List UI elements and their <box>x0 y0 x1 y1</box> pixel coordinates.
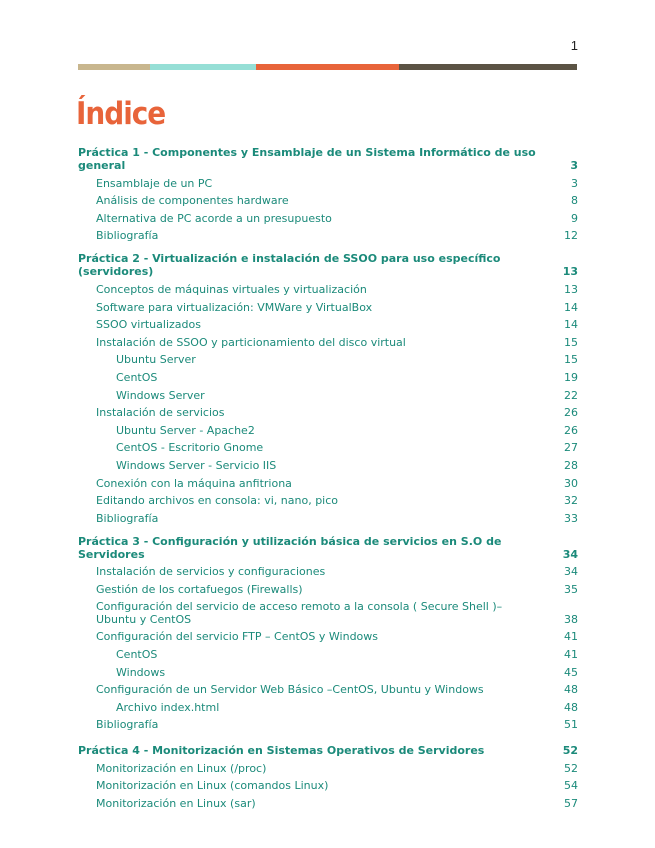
toc-entry-title: Archivo index.html <box>116 700 220 714</box>
toc-entry-level-3[interactable] <box>78 454 578 472</box>
toc-entry-page: 33 <box>564 511 578 525</box>
toc-entry-page: 15 <box>564 335 578 349</box>
color-bar-segment <box>150 64 256 70</box>
toc-entry-level-2[interactable] <box>78 402 578 420</box>
toc-entry-level-3[interactable] <box>78 419 578 437</box>
color-bar-segment <box>399 64 577 70</box>
page-number: 1 <box>570 38 578 53</box>
toc-entry-title: CentOS <box>116 370 158 384</box>
toc-entry-title: Editando archivos en consola: vi, nano, pico <box>96 494 339 508</box>
toc-entry-title: CentOS <box>116 648 158 662</box>
toc-entry-title: Monitorización en Linux (comandos Linux) <box>96 779 329 793</box>
toc-entry-title: Windows Server - Servicio IIS <box>116 458 277 472</box>
toc-entry-page: 15 <box>564 353 578 367</box>
toc-entry-level-3[interactable] <box>78 661 578 679</box>
toc-entry-title: Práctica 1 - Componentes y Ensamblaje de un Sistema Informático de uso general <box>78 146 536 172</box>
toc-entry-title: Análisis de componentes hardware <box>96 194 289 208</box>
page-title: Índice <box>76 96 166 132</box>
toc-entry-level-2[interactable] <box>78 225 578 243</box>
toc-entry-page: 3 <box>571 176 578 190</box>
toc-entry-level-3[interactable] <box>78 437 578 455</box>
toc-entry-level-2[interactable] <box>78 775 578 793</box>
color-bar-segment <box>256 64 399 70</box>
toc-entry-page: 45 <box>564 665 578 679</box>
toc-entry-title: Alternativa de PC acorde a un presupuesto <box>96 211 332 225</box>
toc-entry-level-2[interactable] <box>78 490 578 508</box>
toc-entry-title: Ubuntu Server <box>116 353 196 367</box>
toc-entry-page: 30 <box>564 476 578 490</box>
toc-entry-level-1[interactable] <box>78 144 578 172</box>
toc-entry-page: 32 <box>564 494 578 508</box>
toc-entry-level-2[interactable] <box>78 714 578 732</box>
toc-entry-title: SSOO virtualizados <box>96 318 201 332</box>
toc-entry-title: Instalación de servicios <box>96 406 225 420</box>
toc-entry-page: 57 <box>564 796 578 810</box>
toc-entry-level-2[interactable] <box>78 314 578 332</box>
toc-entry-page: 14 <box>564 300 578 314</box>
toc-entry-level-3[interactable] <box>78 349 578 367</box>
toc-entry-page: 35 <box>564 582 578 596</box>
toc-entry-title: Bibliografía <box>96 718 159 732</box>
toc-entry-page: 9 <box>571 211 578 225</box>
toc-entry-page: 52 <box>562 744 578 758</box>
toc-entry-title: Instalación de servicios y configuraciones <box>96 565 326 579</box>
toc-entry-title: Gestión de los cortafuegos (Firewalls) <box>96 582 303 596</box>
toc-entry-title: Instalación de SSOO y particionamiento del disco virtual <box>96 335 406 349</box>
toc-entry-level-2[interactable] <box>78 172 578 190</box>
toc-entry-page: 13 <box>562 265 578 279</box>
toc-entry-page: 34 <box>564 565 578 579</box>
toc-entry-page: 13 <box>564 282 578 296</box>
toc-entry-level-1[interactable] <box>78 250 578 278</box>
toc-entry-title: Software para virtualización: VMWare y VirtualBox <box>96 300 373 314</box>
toc-entry-page: 22 <box>564 388 578 402</box>
toc-entry-page: 48 <box>564 683 578 697</box>
toc-entry-title: Práctica 4 - Monitorización en Sistemas Operativos de Servidores <box>78 744 485 758</box>
toc-entry-title: Monitorización en Linux (sar) <box>96 796 256 810</box>
toc-entry-level-2[interactable] <box>78 507 578 525</box>
toc-entry-page: 8 <box>571 194 578 208</box>
toc-entry-level-2[interactable] <box>78 190 578 208</box>
toc-entry-page: 26 <box>564 423 578 437</box>
toc-entry-level-2[interactable] <box>78 626 578 644</box>
toc-entry-level-2[interactable] <box>78 331 578 349</box>
toc-entry-level-2[interactable] <box>78 596 578 626</box>
toc-entry-page: 12 <box>564 229 578 243</box>
toc-entry-level-1[interactable] <box>78 533 578 561</box>
toc-entry-title: Práctica 3 - Configuración y utilización básica de servicios en S.O de Servidores <box>78 534 502 561</box>
toc-entry-title: Conceptos de máquinas virtuales y virtualización <box>96 282 367 296</box>
toc-entry-level-2[interactable] <box>78 578 578 596</box>
toc-entry-page: 19 <box>564 370 578 384</box>
toc-entry-title: Ensamblaje de un PC <box>96 176 213 190</box>
toc-entry-level-3[interactable] <box>78 643 578 661</box>
toc-entry-title: Ubuntu Server - Apache2 <box>116 423 255 437</box>
toc-entry-level-2[interactable] <box>78 207 578 225</box>
toc-entry-page: 14 <box>564 318 578 332</box>
toc-entry-level-2[interactable] <box>78 792 578 810</box>
toc-entry-title: Windows <box>116 665 166 679</box>
toc-entry-level-2[interactable] <box>78 278 578 296</box>
toc-entry-title: Bibliografía <box>96 511 159 525</box>
toc-entry-title: Configuración de un Servidor Web Básico –CentOS, Ubuntu y Windows <box>96 683 484 697</box>
table-of-contents <box>78 144 578 810</box>
toc-entry-page: 38 <box>564 612 578 626</box>
toc-entry-title: Configuración del servicio FTP – CentOS y Windows <box>96 630 379 644</box>
toc-entry-level-3[interactable] <box>78 696 578 714</box>
toc-entry-title: Bibliografía <box>96 229 159 243</box>
toc-entry-page: 41 <box>564 630 578 644</box>
color-bar-segment <box>78 64 150 70</box>
toc-entry-level-2[interactable] <box>78 561 578 579</box>
header-color-bar <box>78 64 577 70</box>
toc-entry-title: Windows Server <box>116 388 205 402</box>
toc-entry-title: Monitorización en Linux (/proc) <box>96 761 267 775</box>
toc-entry-page: 54 <box>564 779 578 793</box>
toc-entry-level-2[interactable] <box>78 679 578 697</box>
toc-entry-level-2[interactable] <box>78 296 578 314</box>
toc-entry-page: 28 <box>564 458 578 472</box>
toc-entry-title: Configuración del servicio de acceso remoto a la consola ( Secure Shell )– Ubuntu y CentOS <box>96 599 503 626</box>
toc-entry-page: 48 <box>564 700 578 714</box>
toc-entry-page: 3 <box>570 159 578 172</box>
toc-entry-title: Práctica 2 - Virtualización e instalación de SSOO para uso específico (servidores) <box>78 252 501 279</box>
toc-entry-level-1[interactable] <box>78 739 578 757</box>
toc-entry-page: 51 <box>564 718 578 732</box>
toc-entry-page: 34 <box>562 547 578 561</box>
toc-entry-title: Conexión con la máquina anfitriona <box>96 476 292 490</box>
toc-entry-level-2[interactable] <box>78 757 578 775</box>
toc-entry-title: CentOS - Escritorio Gnome <box>116 441 264 455</box>
toc-entry-level-3[interactable] <box>78 366 578 384</box>
toc-entry-level-3[interactable] <box>78 384 578 402</box>
toc-entry-page: 26 <box>564 406 578 420</box>
toc-entry-level-2[interactable] <box>78 472 578 490</box>
toc-entry-page: 52 <box>564 761 578 775</box>
toc-entry-page: 41 <box>564 648 578 662</box>
toc-entry-page: 27 <box>564 441 578 455</box>
